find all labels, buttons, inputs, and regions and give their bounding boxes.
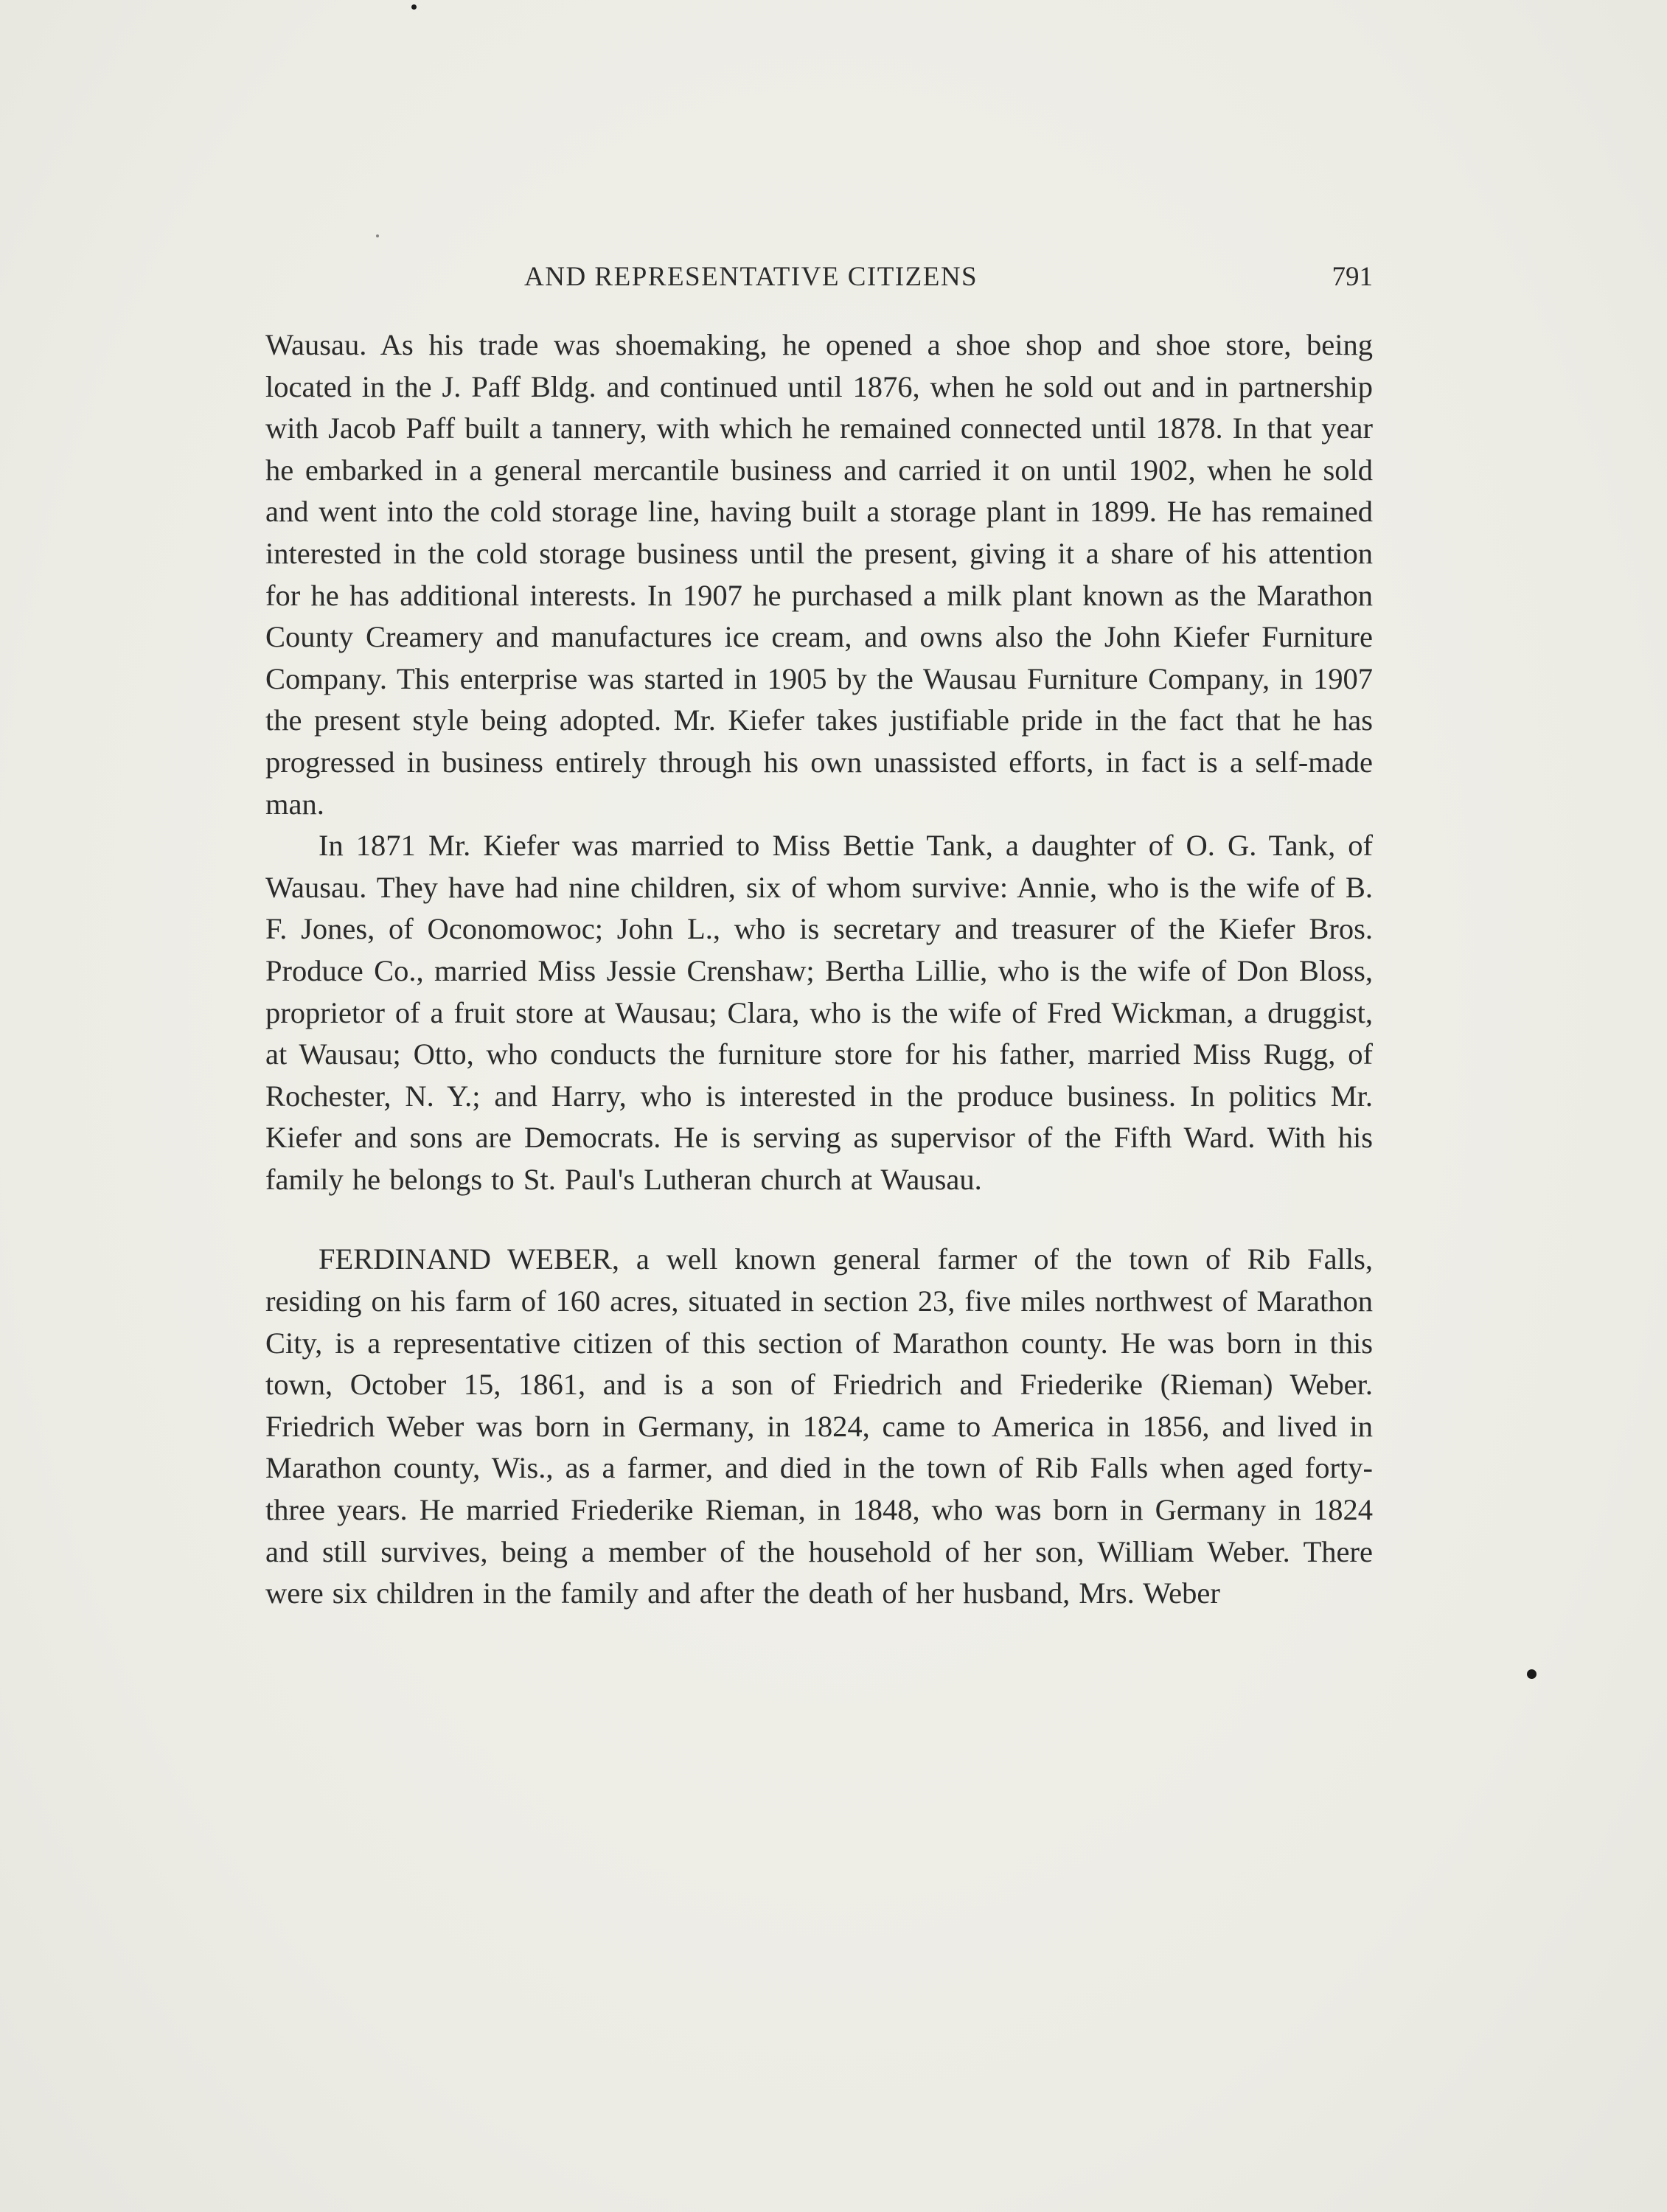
ink-speck [1527,1669,1537,1679]
paragraph-family: In 1871 Mr. Kiefer was married to Miss Bettie Tank, a daughter of O. G. Tank, of Wausau. They have had nine children, six of whom survive: Annie, who is the wife of B. F. Jones, of Oconomowoc; John L., who is secretary and treasurer of the Kiefer Bros. Produce Co., married Miss Jessie Crenshaw; Bertha Lillie, who is the wife of Don Bloss, proprietor of a fruit store at Wausau; Clara, who is the wife of Fred Wickman, a druggist, at Wausau; Otto, who conducts the furniture store for his father, married Miss Rugg, of Rochester, N. Y.; and Harry, who is interested in the produce business. In politics Mr. Kiefer and sons are Democrats. He is serving as supervisor of the Fifth Ward. With his family he belongs to St. Paul's Lutheran church at Wausau. [265,829,1373,1196]
paragraph-ferdinand-weber: FERDINAND WEBER, a well known general farmer of the town of Rib Falls, residing on his farm of 160 acres, situated in section 23, five miles northwest of Marathon City, is a representative citizen of this section of Marathon county. He was born in this town, October 15, 1861, and is a son of Friedrich and Friederike (Rieman) Weber. Friedrich Weber was born in Germany, in 1824, came to America in 1856, and lived in Marathon county, Wis., as a farmer, and died in the town of Rib Falls when aged forty-three years. He married Friederike Rieman, in 1848, who was born in Germany in 1824 and still survives, being a member of the household of her son, William Weber. There were six children in the family and after the death of her husband, Mrs. Weber [265,1242,1373,1610]
paragraph-continuation: Wausau. As his trade was shoemaking, he opened a shoe shop and shoe store, being located in the J. Paff Bldg. and continued until 1876, when he sold out and in partnership with Jacob Paff built a tannery, with which he remained connected until 1878. In that year he embarked in a general mercantile business and carried it on until 1902, when he sold and went into the cold storage line, having built a storage plant in 1899. He has remained interested in the cold storage business until the present, giving it a share of his attention for he has additional interests. In 1907 he purchased a milk plant known as the Marathon County Creamery and manufactures ice cream, and owns also the John Kiefer Furniture Company. This enterprise was started in 1905 by the Wausau Furniture Company, in 1907 the present style being adopted. Mr. Kiefer takes justifiable pride in the fact that he has progressed in business entirely through his own unassisted efforts, in fact is a self-made man. [265,328,1373,821]
page-number: 791 [1332,262,1373,292]
page-header [265,257,1373,301]
ink-speck [376,234,379,237]
running-head: AND REPRESENTATIVE CITIZENS [524,262,978,292]
ink-speck [411,4,417,10]
body-text [265,324,1373,1615]
